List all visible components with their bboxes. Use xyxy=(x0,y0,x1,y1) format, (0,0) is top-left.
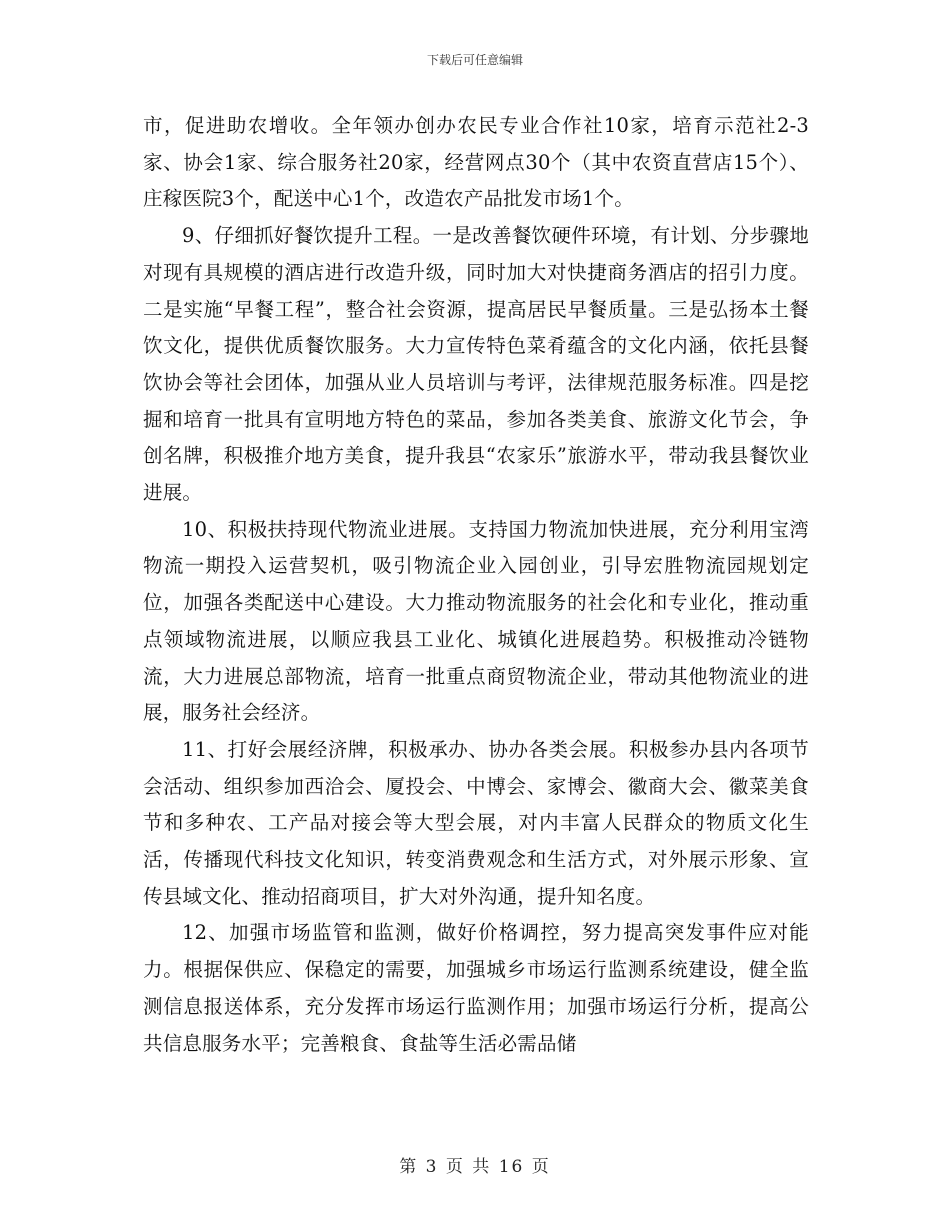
paragraph-1: 市，促进助农增收。全年领办创办农民专业合作社10家，培育示范社2-3家、协会1家、综合服务社20家，经营网点30个（其中农资直营店15个）、庄稼医院3个，配送中心1个，改造农产品批发市场1个。 xyxy=(143,114,809,211)
page-header: 下载后可任意编辑 xyxy=(426,53,523,67)
paragraph-item-12: 12、加强市场监管和监测，做好价格调控，努力提高突发事件应对能力。根据保供应、保稳定的需要，加强城乡市场运行监测系统建设，健全监测信息报送体系，充分发挥市场运行监测作用；加强市场运行分析，提高公共信息服务水平；完善粮食、食盐等生活必需品储 xyxy=(143,921,809,1055)
page-footer: 第 3 页 共 16 页 xyxy=(399,1157,551,1177)
document-body xyxy=(143,108,809,1062)
paragraph-item-9: 9、仔细抓好餐饮提升工程。一是改善餐饮硬件环境，有计划、分步骤地对现有具规模的酒店进行改造升级，同时加大对快捷商务酒店的招引力度。二是实施“早餐工程”，整合社会资源，提高居民早餐质量。三是弘扬本土餐饮文化，提供优质餐饮服务。大力宣传特色菜肴蕴含的文化内涵，依托县餐饮协会等社会团体，加强从业人员培训与考评，法律规范服务标准。四是挖掘和培育一批具有宣明地方特色的菜品，参加各类美食、旅游文化节会，争创名牌，积极推介地方美食，提升我县“农家乐”旅游水平，带动我县餐饮业进展。 xyxy=(143,224,809,505)
paragraph-item-10: 10、积极扶持现代物流业进展。支持国力物流加快进展，充分利用宝湾物流一期投入运营契机，吸引物流企业入园创业，引导宏胜物流园规划定位，加强各类配送中心建设。大力推动物流服务的社会化和专业化，推动重点领域物流进展，以顺应我县工业化、城镇化进展趋势。积极推动冷链物流，大力进展总部物流，培育一批重点商贸物流企业，带动其他物流业的进展，服务社会经济。 xyxy=(143,517,809,725)
paragraph-item-11: 11、打好会展经济牌，积极承办、协办各类会展。积极参办县内各项节会活动、组织参加西洽会、厦投会、中博会、家博会、徽商大会、徽菜美食节和多种农、工产品对接会等大型会展，对内丰富人民群众的物质文化生活，传播现代科技文化知识，转变消费观念和生活方式，对外展示形象、宣传县域文化、推动招商项目，扩大对外沟通，提升知名度。 xyxy=(143,737,809,908)
